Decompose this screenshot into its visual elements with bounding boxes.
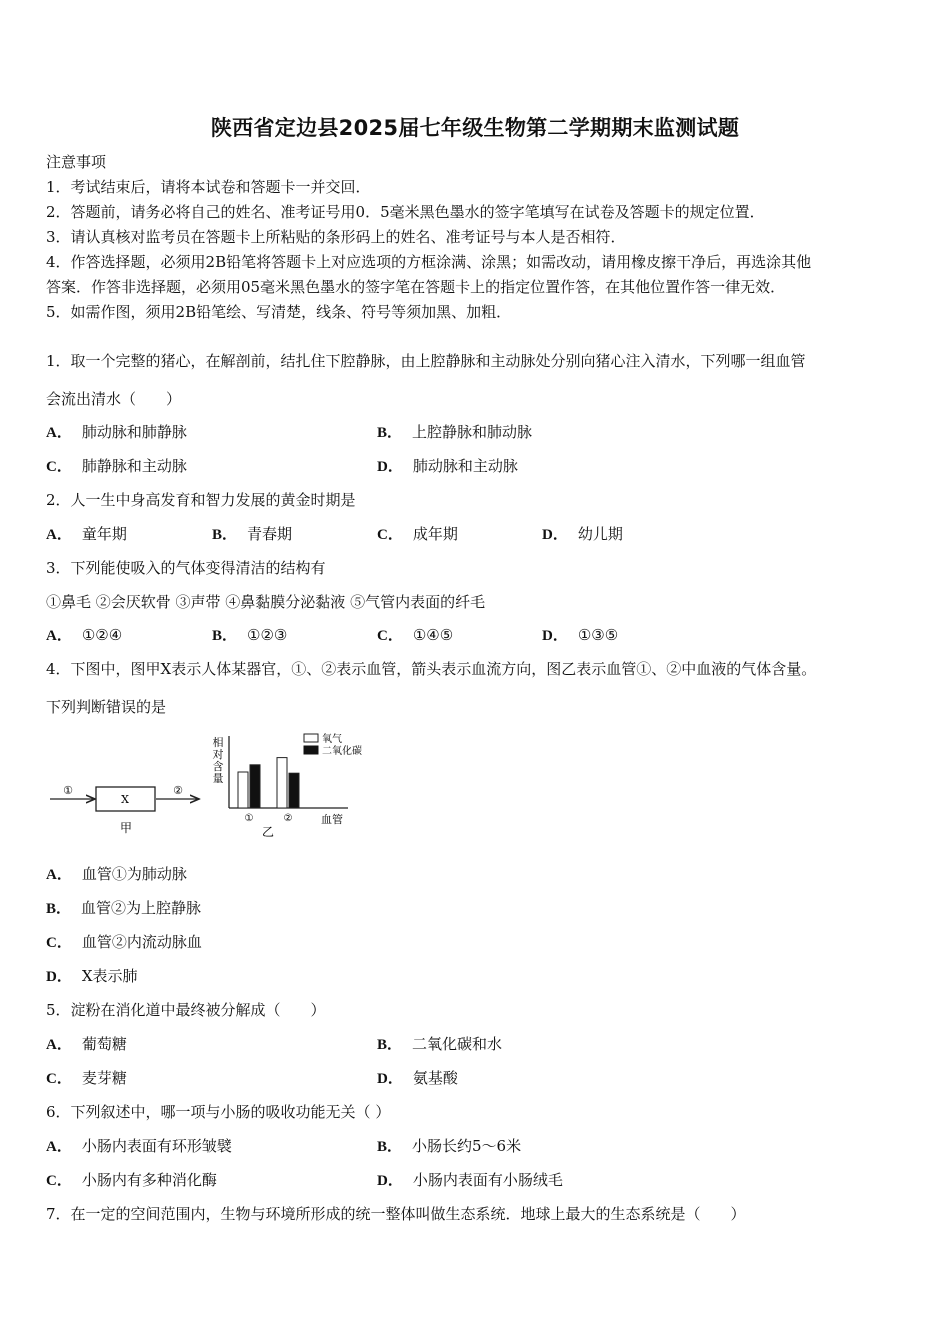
legend-co2: 二氧化碳 <box>322 746 362 757</box>
q1-option-d[interactable]: D． 肺动脉和主动脉 <box>377 457 518 475</box>
q2-option-d[interactable]: D． 幼儿期 <box>542 525 623 543</box>
q4-option-c[interactable]: C． 血管②内流动脉血 <box>46 933 202 951</box>
question-4-figure <box>46 732 366 844</box>
legend-swatch-oxygen <box>304 734 318 742</box>
y-label-char: 含 <box>212 760 224 773</box>
q4-option-a[interactable]: A． 血管①为肺动脉 <box>46 865 187 883</box>
q3-option-b[interactable]: B． ①②③ <box>212 626 288 644</box>
vessel-1-label: ① <box>63 784 73 797</box>
notice-item: 1．考试结束后，请将本试卷和答题卡一并交回． <box>46 178 371 196</box>
y-label-char: 相 <box>212 736 224 749</box>
page-title: 陕西省定边县2025届七年级生物第二学期期末监测试题 <box>210 116 740 140</box>
q1-option-a[interactable]: A． 肺动脉和肺静脉 <box>46 423 187 441</box>
figure-jia <box>50 784 199 835</box>
legend-swatch-co2 <box>304 746 318 754</box>
notice-item: 3．请认真核对监考员在答题卡上所粘贴的条形码上的姓名、准考证号与本人是否相符． <box>46 228 626 246</box>
vessel-2-label: ② <box>173 784 183 797</box>
q5-option-c[interactable]: C． 麦芽糖 <box>46 1069 127 1087</box>
q2-option-c[interactable]: C． 成年期 <box>377 525 458 543</box>
notice-item: 2．答题前，请务必将自己的姓名、准考证号用0．5毫米黑色墨水的签字笔填写在试卷及答题卡的规定位置． <box>46 203 765 221</box>
figure-yi-chart <box>213 732 363 839</box>
notice-item: 4．作答选择题，必须用2B铅笔将答题卡上对应选项的方框涂满、涂黑；如需改动，请用橡皮擦干净后，再选涂其他 <box>46 253 812 271</box>
q6-option-b[interactable]: B． 小肠长约5～6米 <box>377 1137 522 1155</box>
caption-yi: 乙 <box>261 825 275 839</box>
q6-option-c[interactable]: C． 小肠内有多种消化酶 <box>46 1171 217 1189</box>
notice-item: 答案．作答非选择题，必须用05毫米黑色墨水的签字笔在答题卡上的指定位置作答，在其他位置作答一律无效． <box>46 278 786 296</box>
figure-svg <box>46 732 366 844</box>
question-2-stem: 2．人一生中身高发育和智力发展的黄金时期是 <box>46 491 356 509</box>
y-label-char: 量 <box>212 772 224 785</box>
question-4-stem-cont: 下列判断错误的是 <box>46 698 167 716</box>
question-7-stem: 7．在一定的空间范围内，生物与环境所形成的统一整体叫做生态系统．地球上最大的生态系统是（ ） <box>46 1205 746 1223</box>
x-tick-label: ② <box>283 813 293 824</box>
notice-item: 5．如需作图，须用2B铅笔绘、写清楚，线条、符号等须加黑、加粗． <box>46 303 512 321</box>
question-5-stem: 5．淀粉在消化道中最终被分解成（ ） <box>46 1001 326 1019</box>
q5-option-b[interactable]: B． 二氧化碳和水 <box>377 1035 503 1053</box>
q1-option-c[interactable]: C． 肺静脉和主动脉 <box>46 457 187 475</box>
question-4-stem: 4．下图中，图甲X表示人体某器官，①、②表示血管，箭头表示血流方向，图乙表示血管①、②中血液的气体含量。 <box>46 660 817 678</box>
q3-option-c[interactable]: C． ①④⑤ <box>377 626 454 644</box>
y-label-char: 对 <box>212 748 224 761</box>
question-1-stem-cont: 会流出清水（ ） <box>46 390 182 408</box>
q4-option-b[interactable]: B． 血管②为上腔静脉 <box>46 899 202 917</box>
q4-option-d[interactable]: D． X表示肺 <box>46 967 138 985</box>
question-3-items: ①鼻毛 ②会厌软骨 ③声带 ④鼻黏膜分泌黏液 ⑤气管内表面的纤毛 <box>46 593 486 611</box>
question-1-stem: 1．取一个完整的猪心，在解剖前，结扎住下腔静脉，由上腔静脉和主动脉处分别向猪心注入清水，下列哪一组血管 <box>46 352 806 370</box>
question-3-stem: 3．下列能使吸入的气体变得清洁的结构有 <box>46 559 326 577</box>
question-6-stem: 6．下列叙述中，哪一项与小肠的吸收功能无关（ ） <box>46 1103 391 1121</box>
bar-oxygen-vessel-2 <box>277 758 287 808</box>
organ-label: X <box>121 793 129 806</box>
q5-option-d[interactable]: D． 氨基酸 <box>377 1069 458 1087</box>
legend-oxygen: 氧气 <box>322 734 342 745</box>
q3-option-d[interactable]: D． ①③⑤ <box>542 626 619 644</box>
bar-co2-vessel-1 <box>250 765 260 808</box>
x-axis-label: 血管 <box>321 813 343 826</box>
q2-option-b[interactable]: B． 青春期 <box>212 525 293 543</box>
q6-option-a[interactable]: A． 小肠内表面有环形皱襞 <box>46 1137 232 1155</box>
caption-jia: 甲 <box>119 821 133 835</box>
q6-option-d[interactable]: D． 小肠内表面有小肠绒毛 <box>377 1171 563 1189</box>
notice-heading: 注意事项 <box>46 153 107 171</box>
q1-option-b[interactable]: B． 上腔静脉和肺动脉 <box>377 423 533 441</box>
bar-oxygen-vessel-1 <box>238 772 248 808</box>
q2-option-a[interactable]: A． 童年期 <box>46 525 127 543</box>
x-tick-label: ① <box>244 813 254 824</box>
q5-option-a[interactable]: A． 葡萄糖 <box>46 1035 127 1053</box>
q3-option-a[interactable]: A． ①②④ <box>46 626 123 644</box>
bar-co2-vessel-2 <box>289 773 299 808</box>
